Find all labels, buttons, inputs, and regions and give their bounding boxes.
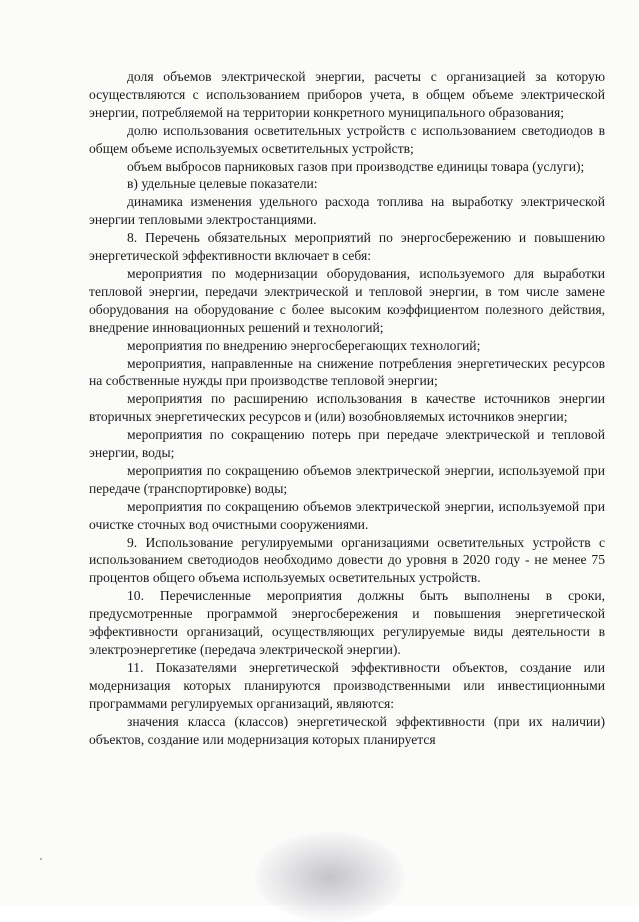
paragraph: в) удельные целевые показатели: xyxy=(127,176,318,192)
paragraph: доля объемов электрической энергии, расчеты с организацией за которую осуществляются с использованием приборов учета, в общем объеме электрической энергии, потребляемой на территории конкретного муниципального образования; xyxy=(89,69,605,120)
document-body xyxy=(89,68,605,748)
paragraph: значения класса (классов) энергетической эффективности (при их наличии) объектов, создание или модернизация которых планируется xyxy=(89,713,605,747)
paragraph: мероприятия по модернизации оборудования, используемого для выработки тепловой энергии, передачи электрической и тепловой энергии, в том числе замене оборудования на оборудование с более высоким коэффициентом полезного действия, внедрение инновационных решений и технологий; xyxy=(89,265,605,335)
paragraph: долю использования осветительных устройств с использованием светодиодов в общем объеме используемых осветительных устройств; xyxy=(89,122,605,156)
paragraph: мероприятия по сокращению объемов электрической энергии, используемой при передаче (транспортировке) воды; xyxy=(89,462,605,496)
paragraph: 9. Использование регулируемыми организациями осветительных устройств с использованием светодиодов необходимо довести до уровня в 2020 году - не менее 75 процентов общего объема используемых осветительных устройств. xyxy=(89,534,605,586)
paragraph: динамика изменения удельного расхода топлива на выработку электрической энергии тепловыми электростанциями. xyxy=(89,194,605,228)
paragraph: объем выбросов парниковых газов при производстве единицы товара (услуги); xyxy=(127,158,585,174)
paragraph: 11. Показателями энергетической эффективности объектов, создание или модернизация которых планируются производственными или инвестиционными программами регулируемых организаций, являются: xyxy=(89,659,605,711)
paragraph: 10. Перечисленные мероприятия должны быть выполнены в сроки, предусмотренные программой энергосбережения и повышения энергетической эффективности организаций, осуществляющих регулируемые виды деятельности в электроэнергетике (передача электрической энергии). xyxy=(89,588,605,657)
scan-smudge xyxy=(255,832,405,922)
scan-speck xyxy=(40,858,42,860)
paragraph: мероприятия по сокращению объемов электрической энергии, используемой при очистке сточных вод очистными сооружениями. xyxy=(89,498,605,532)
paragraph: мероприятия, направленные на снижение потребления энергетических ресурсов на собственные нужды при производстве тепловой энергии; xyxy=(89,355,605,389)
paragraph: мероприятия по сокращению потерь при передаче электрической и тепловой энергии, воды; xyxy=(89,427,605,461)
paragraph: 8. Перечень обязательных мероприятий по энергосбережению и повышению энергетической эффективности включает в себя: xyxy=(89,230,605,264)
paragraph: мероприятия по расширению использования в качестве источников энергии вторичных энергетических ресурсов и (или) возобновляемых источников энергии; xyxy=(89,391,605,425)
paragraph: мероприятия по внедрению энергосберегающих технологий; xyxy=(127,337,481,353)
